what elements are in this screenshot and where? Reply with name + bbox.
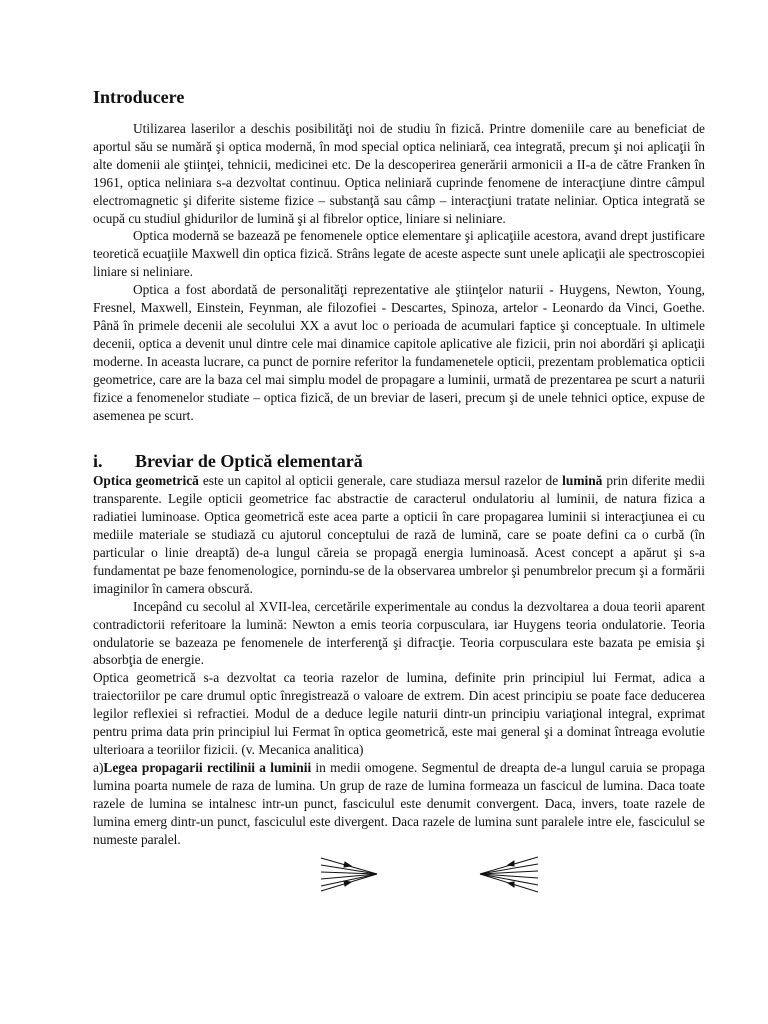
- beam-figure: [93, 854, 705, 914]
- document-page: [93, 86, 705, 914]
- divergent-beam-diagram-icon: [478, 854, 540, 894]
- intro-title: Introducere: [93, 87, 185, 107]
- section-paragraph-2: Incepând cu secolul al XVII-lea, cercetările experimentale au condus la dezvoltarea a doua teorii aparent contradictorii referitoare la lumină: Newton a emis teoria corpusculara, iar Huygens teoria ondulatorie. Teoria ondulatorie se bazeaza pe fenomenele de interferenţă şi difracţie. Teoria corpusculara este bazata pe emisia şi absorbţia de energie.: [93, 598, 705, 668]
- intro-paragraph-1: Utilizarea laserilor a deschis posibilităţi noi de studiu în fizică. Printre domeniile care au beneficiat de aportul său se numără şi optica modernă, în mod special optica neliniară, cea integrată, precum şi noi aplicaţii în alte domenii ale ştiinţei, tehnicii, medicinei etc. De la descoperirea generării armonicii a II-a de către Franken în 1961, optica neliniara s-a dezvoltat continuu. Optica neliniară cuprinde fenomene de interacţiune dintre câmpul electromagnetic şi diferite sisteme fizice – substanţă sau câmp – interacţiuni tratate neliniar. Optica integrată se ocupă cu studiul ghidurilor de lumină şi al fibrelor optice, liniare si neliniare.: [93, 121, 705, 226]
- text-run: este un capitol al opticii generale, care studiaza mersul razelor de: [198, 473, 563, 489]
- intro-paragraph-2: Optica modernă se bazează pe fenomenele optice elementare şi aplicaţiile acestora, avand drept justificare teoretică ecuaţiile Maxwell din optica fizică. Strâns legate de aceste aspecte sunt unele aplicaţii ale spectroscopiei liniare si neliniare.: [93, 228, 705, 280]
- convergent-beam-diagram-icon: [319, 854, 379, 894]
- text-run: prin diferite medii transparente. Legile opticii geometrice fac abstractie de caracterul ondulatoriu al luminii, de natura fizica a radiatiei luminoase. Optica geometrică este acea parte a opticii în care propagarea luminii si interacţiunea ei cu mediile materiale se studiază cu ajutorul conceptului de rază de lumină, care se poate defini ca o curbă (în particular o linie dreaptă) de-a lungul căreia se propagă energia luminoasă. Acest concept a apărut şi s-a fundamentat pe baze fenomenologice, pornindu-se de la observarea umbrelor şi penumbrelor precum şi a formării imaginilor în camera obscură.: [93, 473, 705, 596]
- section-paragraph-1: [93, 472, 705, 597]
- intro-paragraph-3: Optica a fost abordată de personalităţi reprezentative ale ştiinţelor naturii - Huygens, Newton, Young, Fresnel, Maxwell, Einstein, Feynman, ale filozofiei - Descartes, Spinoza, artelor - Leonardo da Vinci, Goethe. Până în primele decenii ale secolului XX a avut loc o perioada de acumulari faptice şi conceptuale. In ultimele decenii, optica a devenit unul dintre cele mai dinamice capitole aplicative ale fizicii, prin noi abordări şi aplicaţii moderne. In aceasta lucrare, ca punct de pornire referitor la fundamenetele opticii, prezentam problematica opticii geometrice, care are la baza cel mai simplu model de propagare a luminii, urmată de prezentarea pe scurt a naturii fizice a fenomenelor studiate – optica fizică, de un breviar de laseri, precum şi de unele tehnici optice, expuse de asemenea pe scurt.: [93, 282, 705, 423]
- bold-term-optica-geometrica: Optica geometrică: [93, 473, 199, 489]
- bold-term-lumina: lumină: [562, 473, 603, 489]
- section-heading: [93, 450, 705, 472]
- section-title: Breviar de Optică elementară: [135, 451, 363, 472]
- text-run: in medii omogene. Segmentul de dreapta de-a lungul caruia se propaga lumina poarta numele de raza de lumina. Un grup de raze de lumina formeaza un fascicul de lumina. Daca toate razele de lumina se intalnesc intr-un punct, fasciculul este denumit convergent. Daca, invers, toate razele de lumina emerg dintr-un punct, fasciculul este divergent. Daca razele de lumina sunt paralele intre ele, fasciculul se numeste paralel.: [93, 759, 705, 847]
- list-marker: a): [93, 759, 104, 775]
- section-number: i.: [93, 451, 103, 472]
- section-paragraph-3: Optica geometrică s-a dezvoltat ca teoria razelor de lumina, definite prin principiul lui Fermat, adica a traiectoriilor pe care drumul optic înregistrează o valoare de extrem. Din acest principiu se poate face deducerea legilor reflexiei si refractiei. Modul de a deduce legile naturii dintr-un principiu variaţional integral, exprimat pentru prima data prin principiul lui Fermat în optica geometrică, este mai general şi a dominat întreaga evolutie ulterioara a teoriilor fizicii. (v. Mecanica analitica): [93, 670, 705, 757]
- bold-term-legea: Legea propagarii rectilinii a luminii: [103, 759, 312, 775]
- section-paragraph-4: [93, 759, 705, 849]
